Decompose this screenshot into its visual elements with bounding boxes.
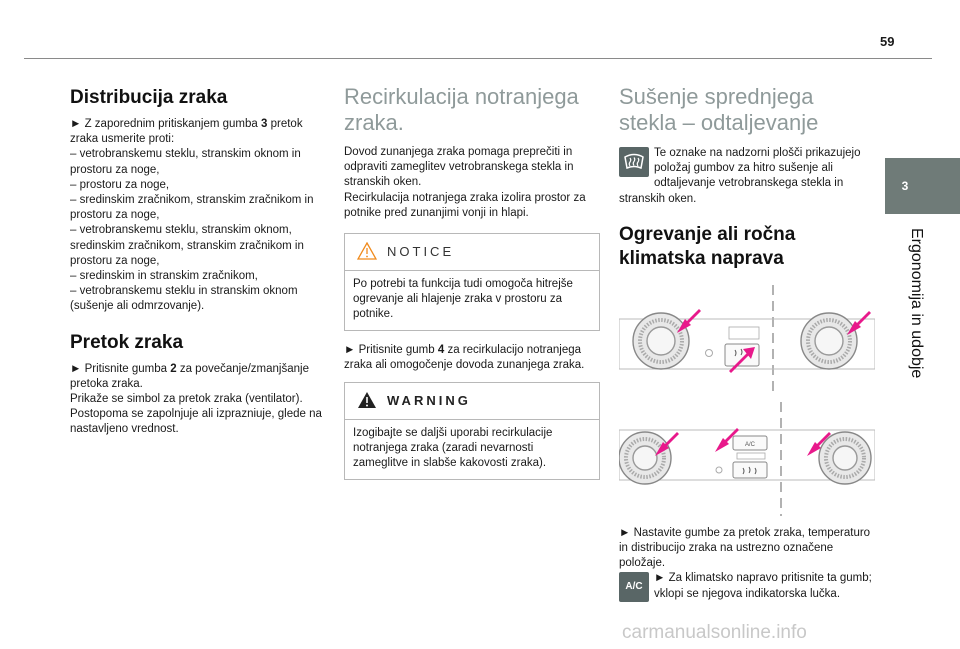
paragraph-recirculation-1: Dovod zunanjega zraka pomaga preprečiti in odpraviti zameglitev vetrobranskega stekla in stranskih oken. bbox=[344, 146, 574, 189]
temperature-knob[interactable] bbox=[819, 432, 871, 484]
column-defrost bbox=[619, 84, 875, 602]
list-item: – prostoru za noge, bbox=[70, 178, 170, 191]
control-panel-figure-2 bbox=[619, 400, 889, 518]
list-item: – vetrobranskemu steklu in stranskim oknom (sušenje ali odmrzovanje). bbox=[70, 285, 298, 313]
list-item: – sredinskim zračnikom, stranskim zračnikom in prostoru za noge, bbox=[70, 194, 314, 222]
paragraph-air-flow: ► Pritisnite gumba 2 za povečanje/zmanjšanje pretoka zraka. bbox=[70, 362, 309, 390]
chapter-title: Ergonomija in udobje bbox=[908, 228, 925, 379]
paragraph-fan-symbol: Prikaže se simbol za pretok zraka (ventilator). bbox=[70, 393, 303, 406]
defrost-paragraph-block bbox=[619, 146, 875, 207]
list-item: – vetrobranskemu steklu, stranskim oknom in prostoru za noge, bbox=[70, 148, 301, 176]
recirculation-button[interactable] bbox=[733, 462, 767, 478]
paragraph-set-knobs: ► Nastavite gumbe za pretok zraka, temperaturo in distribucijo zraka na ustrezno označene položaje. bbox=[619, 526, 871, 570]
paragraph-defrost: Te oznake na nadzorni plošči prikazujejo položaj gumbov za hitro sušenje ali odtaljevanje vetrobranskega stekla in stranskih oken. bbox=[619, 147, 861, 205]
heading-recirculation: Recirkulacija notranjega zraka. bbox=[344, 84, 579, 135]
paragraph-recirculation-button: ► Pritisnite gumb 4 za recirkulacijo notranjega zraka ali omogočenje dovoda zunanjega zraka. bbox=[344, 343, 585, 371]
control-panel-figure-1 bbox=[619, 283, 889, 398]
heading-air-flow: Pretok zraka bbox=[70, 331, 184, 353]
paragraph-recirculation-2: Recirkulacija notranjega zraka izolira prostor za potnike pred zunanjimi vonji in hlapi. bbox=[344, 191, 586, 219]
warning-title: WARNING bbox=[387, 393, 471, 409]
column-recirculation bbox=[344, 84, 600, 480]
paragraph-distribution-intro: ► Z zaporednim pritiskanjem gumba 3 pretok zraka usmerite proti: bbox=[70, 118, 303, 146]
list-item: – sredinskim in stranskim zračnikom, bbox=[70, 270, 258, 283]
list-item: – vetrobranskemu steklu, stranskim oknom, sredinskim zračnikom, stranskim zračnikom in prostoru za noge, bbox=[70, 224, 304, 267]
notice-box bbox=[344, 233, 600, 331]
ac-button-label: A/C bbox=[744, 441, 756, 448]
page-number: 59 bbox=[880, 34, 895, 49]
heading-heating-ac: Ogrevanje ali ročna klimatska naprava bbox=[619, 223, 796, 269]
warning-header bbox=[345, 383, 599, 420]
right-temperature-knob[interactable] bbox=[801, 313, 857, 369]
ac-icon: A/C bbox=[619, 572, 649, 602]
ac-button[interactable] bbox=[733, 436, 767, 450]
watermark: carmanualsonline.info bbox=[622, 622, 807, 643]
top-divider bbox=[24, 58, 932, 59]
paragraph-ac: ► Za klimatsko napravo pritisnite ta gumb; vklopi se njegova indikatorska lučka. bbox=[654, 572, 872, 600]
notice-text: Po potrebi ta funkcija tudi omogoča hitrejše ogrevanje ali hlajenje zraka v prostoru za potnike. bbox=[353, 278, 573, 321]
paragraph-fan-fill: Postopoma se zapolnjuje ali izprazniuje, glede na nastavljeno vrednost. bbox=[70, 408, 322, 436]
warning-box bbox=[344, 382, 600, 480]
notice-triangle-icon bbox=[357, 242, 377, 260]
heading-air-distribution: Distribucija zraka bbox=[70, 87, 228, 108]
notice-title: NOTICE bbox=[387, 244, 455, 260]
chapter-number: 3 bbox=[901, 179, 909, 193]
notice-header bbox=[345, 234, 599, 271]
ac-paragraph-block bbox=[619, 571, 875, 602]
heading-defrost: Sušenje sprednjega stekla – odtaljevanje bbox=[619, 84, 819, 135]
windshield-defrost-icon bbox=[619, 147, 649, 177]
column-air-distribution bbox=[70, 86, 326, 438]
warning-text: Izogibajte se daljši uporabi recirkulacije notranjega zraka (zaradi nevarnosti zameglitve in slabše kakovosti zraka). bbox=[353, 427, 553, 470]
fan-speed-knob[interactable] bbox=[619, 432, 671, 484]
left-temperature-knob[interactable] bbox=[633, 313, 689, 369]
warning-triangle-icon bbox=[357, 391, 377, 409]
